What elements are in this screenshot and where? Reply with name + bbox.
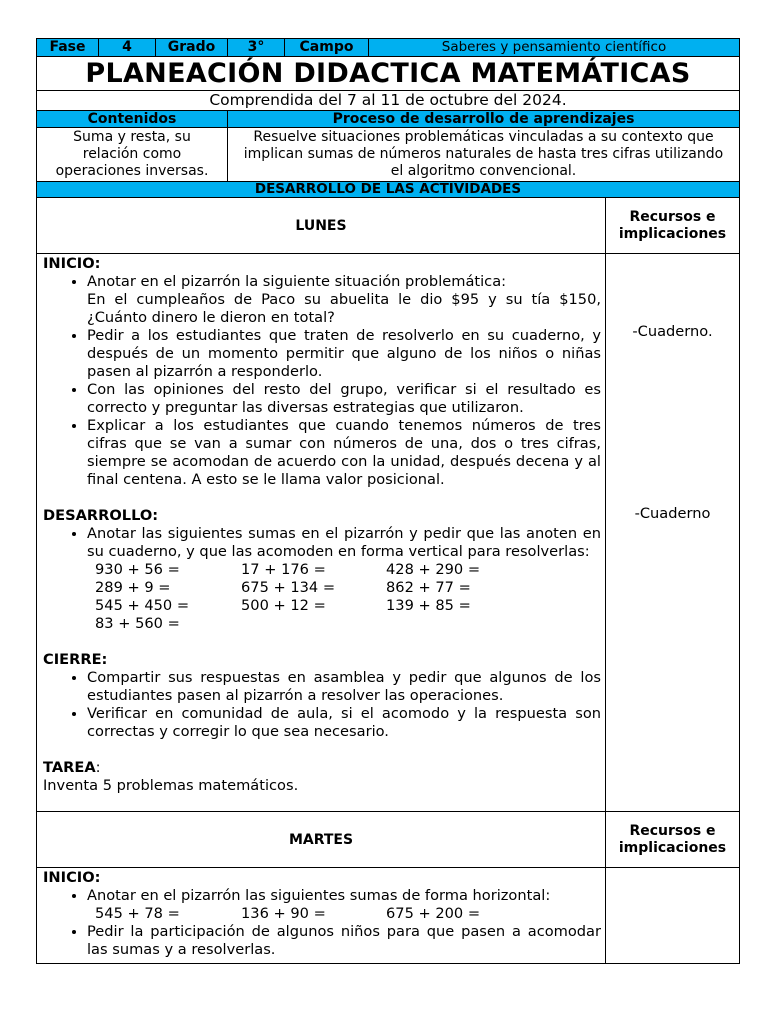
martes-activities xyxy=(37,868,606,964)
recurso-desarrollo-lunes: -Cuaderno xyxy=(634,505,711,522)
inicio-list-lunes xyxy=(43,273,601,291)
inicio-list-martes-2 xyxy=(43,923,601,959)
sum-item: 500 + 12 = xyxy=(241,597,326,614)
sum-item: 136 + 90 = xyxy=(241,905,326,922)
list-item: • Anotar las siguientes sumas en el pizarrón y pedir que las anoten en su cuaderno, y que las acomoden en forma vertical para resolverlas: xyxy=(87,525,601,561)
contenidos-header: Contenidos xyxy=(37,111,228,128)
sum-item: 428 + 290 = xyxy=(386,561,481,578)
fase-label: Fase xyxy=(37,39,99,57)
list-item: • Con las opiniones del resto del grupo, verificar si el resultado es correcto y preguntar las diversas estrategias que utilizaron. xyxy=(87,381,601,417)
sum-item: 289 + 9 = xyxy=(95,579,171,596)
lesson-plan-document xyxy=(36,38,739,964)
martes-recursos xyxy=(606,868,740,964)
sum-item: 83 + 560 = xyxy=(95,615,180,632)
recurso-inicio-lunes: -Cuaderno. xyxy=(632,323,713,340)
desarrollo-header: DESARROLLO DE LAS ACTIVIDADES xyxy=(37,182,740,198)
day-title-martes: MARTES xyxy=(37,812,606,868)
sums-grid-martes xyxy=(43,905,601,923)
sum-item: 545 + 78 = xyxy=(95,905,180,922)
inicio-label-lunes: INICIO: xyxy=(43,255,101,272)
sum-item: 17 + 176 = xyxy=(241,561,326,578)
inicio-list-lunes-2 xyxy=(43,327,601,489)
desarrollo-list-lunes xyxy=(43,525,601,561)
sum-item: 545 + 450 = xyxy=(95,597,190,614)
list-item: • Explicar a los estudiantes que cuando tenemos números de tres cifras que se van a sumar con números de una, dos o tres cifras, siempre se acomodan de acuerdo con la unidad, después decena y al final centena. A esto se le llama valor posicional. xyxy=(87,417,601,489)
lunes-activities xyxy=(37,254,606,812)
lunes-body-row xyxy=(37,254,740,812)
lesson-plan-table xyxy=(36,38,740,964)
date-range: Comprendida del 7 al 11 de octubre del 2024. xyxy=(37,91,740,111)
sum-item: 930 + 56 = xyxy=(95,561,180,578)
sums-grid-lunes xyxy=(43,561,601,633)
dates-row xyxy=(37,91,740,111)
cierre-label-lunes: CIERRE: xyxy=(43,651,108,668)
sum-item: 675 + 134 = xyxy=(241,579,336,596)
campo-label: Campo xyxy=(285,39,369,57)
recursos-header-martes: Recursos e implicaciones xyxy=(606,812,740,868)
contenidos-text: Suma y resta, su relación como operaciones inversas. xyxy=(37,128,228,182)
sum-item: 862 + 77 = xyxy=(386,579,471,596)
martes-body-row xyxy=(37,868,740,964)
list-item: • Pedir la participación de algunos niños para que pasen a acomodar las sumas y a resolverlas. xyxy=(87,923,601,959)
campo-value: Saberes y pensamiento científico xyxy=(369,39,740,57)
grado-value: 3° xyxy=(228,39,285,57)
proceso-header: Proceso de desarrollo de aprendizajes xyxy=(228,111,740,128)
inicio-list-martes xyxy=(43,887,601,905)
lunes-recursos xyxy=(606,254,740,812)
proceso-text: Resuelve situaciones problemáticas vinculadas a su contexto que implican sumas de números naturales de hasta tres cifras utilizando el algoritmo convencional. xyxy=(228,128,740,182)
martes-header-row xyxy=(37,812,740,868)
list-item: • Verificar en comunidad de aula, si el acomodo y la respuesta son correctas y corregir lo que sea necesario. xyxy=(87,705,601,741)
recursos-header-lunes: Recursos e implicaciones xyxy=(606,198,740,254)
desarrollo-label-lunes: DESARROLLO: xyxy=(43,507,159,524)
day-title-lunes: LUNES xyxy=(37,198,606,254)
header-row xyxy=(37,39,740,57)
sum-item: 675 + 200 = xyxy=(386,905,481,922)
grado-label: Grado xyxy=(156,39,228,57)
lunes-header-row xyxy=(37,198,740,254)
list-item: • Pedir a los estudiantes que traten de resolverlo en su cuaderno, y después de un momento permitir que alguno de los niños o niñas pasen al pizarrón a responderlo. xyxy=(87,327,601,381)
list-item: • Anotar en el pizarrón las siguientes sumas de forma horizontal: xyxy=(87,887,601,905)
cierre-list-lunes xyxy=(43,669,601,741)
content-row xyxy=(37,128,740,182)
sum-item: 139 + 85 = xyxy=(386,597,471,614)
tarea-label: TAREA xyxy=(43,759,96,776)
problem-text: En el cumpleaños de Paco su abuelita le dio $95 y su tía $150, ¿Cuánto dinero le dieron en total? xyxy=(87,291,601,326)
title-row xyxy=(37,57,740,91)
tarea-text: Inventa 5 problemas matemáticos. xyxy=(43,777,299,794)
column-header-row xyxy=(37,111,740,128)
inicio-label-martes: INICIO: xyxy=(43,869,101,886)
list-item: • Compartir sus respuestas en asamblea y pedir que algunos de los estudiantes pasen al pizarrón a resolver las operaciones. xyxy=(87,669,601,705)
fase-value: 4 xyxy=(99,39,156,57)
desarrollo-header-row xyxy=(37,182,740,198)
page-title: PLANEACIÓN DIDACTICA MATEMÁTICAS xyxy=(37,57,740,91)
tarea-block-lunes: TAREA: xyxy=(43,759,101,776)
list-item: • Anotar en el pizarrón la siguiente situación problemática: xyxy=(87,273,601,291)
